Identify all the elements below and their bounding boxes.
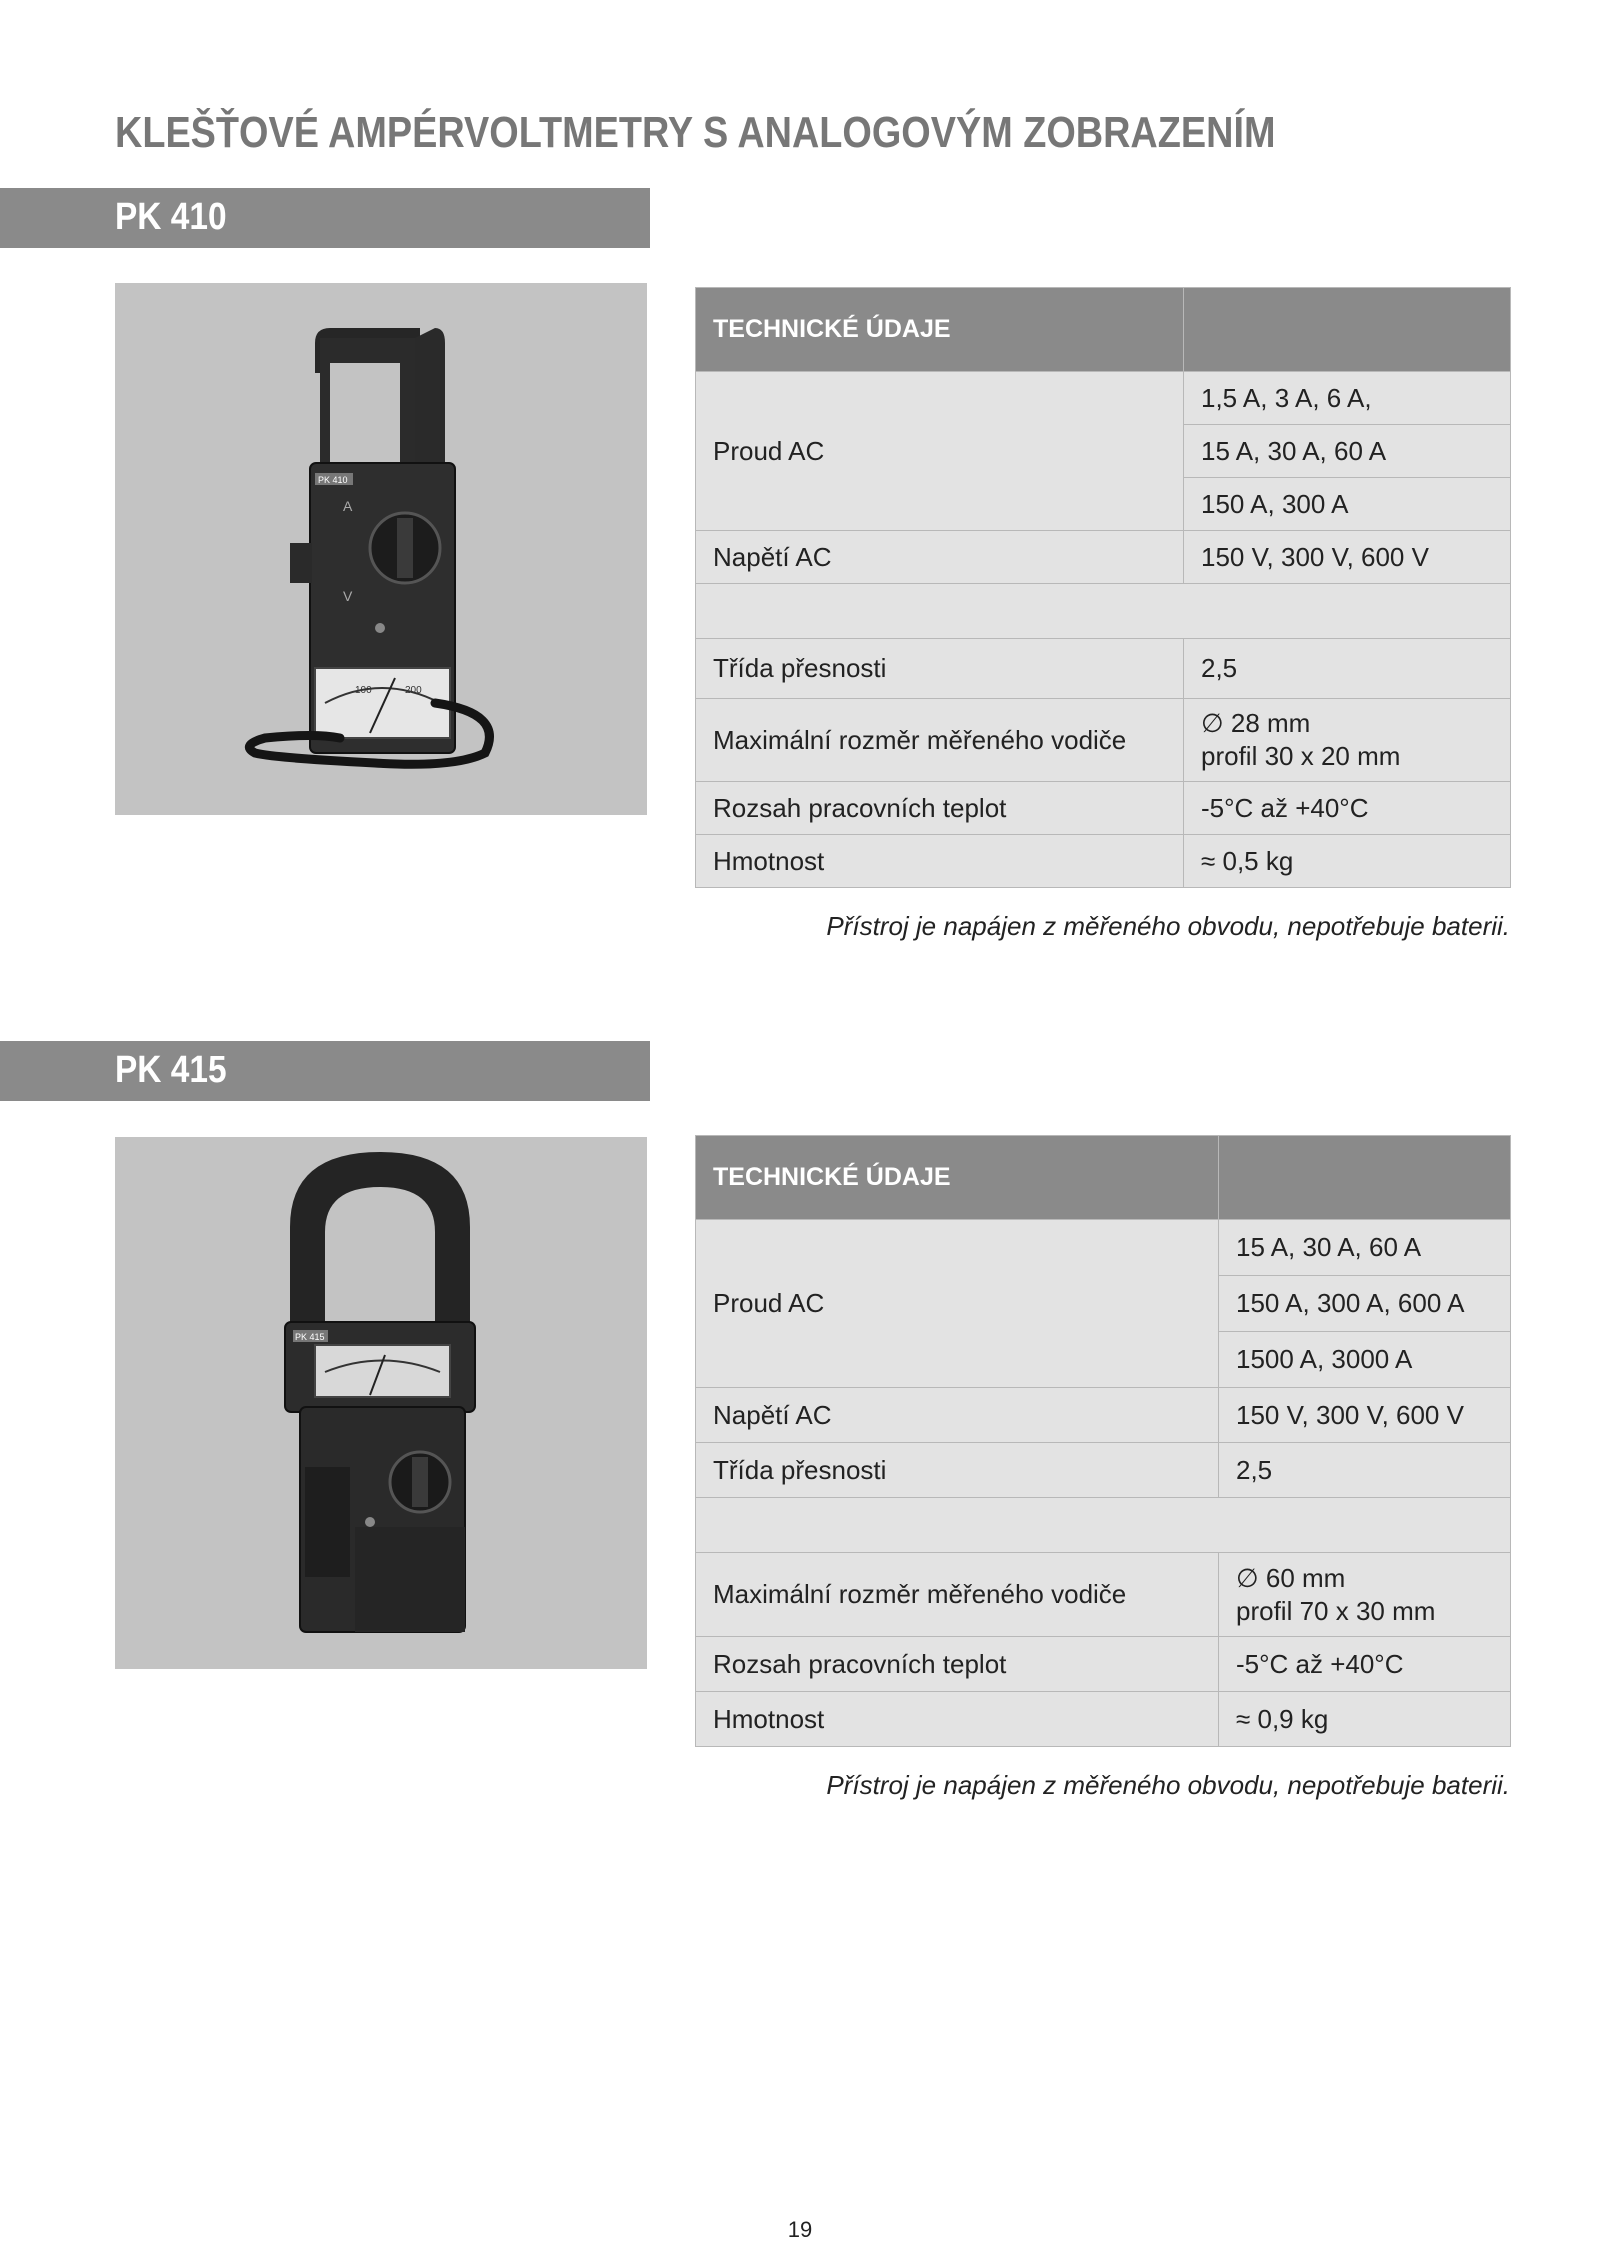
badge-text: PK 410	[318, 475, 348, 485]
accuracy-value: 2,5	[1184, 639, 1511, 699]
temperature-value: -5°C až +40°C	[1219, 1637, 1511, 1692]
weight-value: ≈ 0,5 kg	[1184, 835, 1511, 888]
conductor-profile: profil 70 x 30 mm	[1236, 1595, 1436, 1626]
voltage-value: 150 V, 300 V, 600 V	[1184, 531, 1511, 584]
table-header-empty	[1219, 1136, 1511, 1220]
conductor-diameter: ∅ 28 mm	[1201, 708, 1311, 738]
conductor-diameter: ∅ 60 mm	[1236, 1562, 1346, 1593]
current-value: 150 A, 300 A	[1184, 478, 1511, 531]
conductor-label: Maximální rozměr měřeného vodiče	[696, 1553, 1219, 1637]
conductor-label: Maximální rozměr měřeného vodiče	[696, 699, 1184, 782]
model-name: PK 415	[115, 1049, 227, 1091]
temperature-label: Rozsah pracovních teplot	[696, 782, 1184, 835]
current-label: Proud AC	[696, 372, 1184, 531]
temperature-label: Rozsah pracovních teplot	[696, 1637, 1219, 1692]
product-photo-pk410	[115, 283, 647, 815]
page-number: 19	[787, 2217, 813, 2242]
dial-200: 200	[405, 685, 422, 696]
spacer-row	[696, 1498, 1511, 1553]
accuracy-label: Třída přesnosti	[696, 639, 1184, 699]
table-header: TECHNICKÉ ÚDAJE	[696, 1136, 1219, 1220]
conductor-profile: profil 30 x 20 mm	[1201, 741, 1401, 771]
voltage-label: Napětí AC	[696, 531, 1184, 584]
current-value: 15 A, 30 A, 60 A	[1219, 1220, 1511, 1276]
accuracy-value: 2,5	[1219, 1443, 1511, 1498]
scale-a-label: A	[343, 498, 353, 514]
current-value: 15 A, 30 A, 60 A	[1184, 425, 1511, 478]
current-value: 150 A, 300 A, 600 A	[1219, 1276, 1511, 1332]
spacer-row	[696, 584, 1511, 639]
clamp-meter-illustration	[115, 1137, 647, 1669]
power-note: Přístroj je napájen z měřeného obvodu, nepotřebuje baterii.	[826, 1770, 1510, 1800]
clamp-meter-illustration	[115, 283, 647, 815]
model-header-pk410	[0, 188, 650, 248]
badge-text: PK 415	[295, 1332, 325, 1342]
temperature-value: -5°C až +40°C	[1184, 782, 1511, 835]
current-value: 1500 A, 3000 A	[1219, 1332, 1511, 1388]
dial-100: 100	[355, 685, 372, 696]
scale-v-label: V	[343, 588, 353, 604]
spec-table-pk415	[695, 1135, 1511, 1747]
table-header-empty	[1184, 288, 1511, 372]
power-note: Přístroj je napájen z měřeného obvodu, nepotřebuje baterii.	[826, 911, 1510, 941]
conductor-value	[1219, 1553, 1511, 1637]
weight-value: ≈ 0,9 kg	[1219, 1692, 1511, 1747]
accuracy-label: Třída přesnosti	[696, 1443, 1219, 1498]
voltage-label: Napětí AC	[696, 1388, 1219, 1443]
current-value: 1,5 A, 3 A, 6 A,	[1184, 372, 1511, 425]
table-header: TECHNICKÉ ÚDAJE	[696, 288, 1184, 372]
product-photo-pk415	[115, 1137, 647, 1669]
weight-label: Hmotnost	[696, 1692, 1219, 1747]
model-name: PK 410	[115, 196, 227, 238]
conductor-value	[1184, 699, 1511, 782]
current-label: Proud AC	[696, 1220, 1219, 1388]
voltage-value: 150 V, 300 V, 600 V	[1219, 1388, 1511, 1443]
spec-table-pk410	[695, 287, 1511, 888]
weight-label: Hmotnost	[696, 835, 1184, 888]
model-header-pk415	[0, 1041, 650, 1101]
page-title: KLEŠŤOVÉ AMPÉRVOLTMETRY S ANALOGOVÝM ZOBRAZENÍM	[115, 108, 1276, 157]
